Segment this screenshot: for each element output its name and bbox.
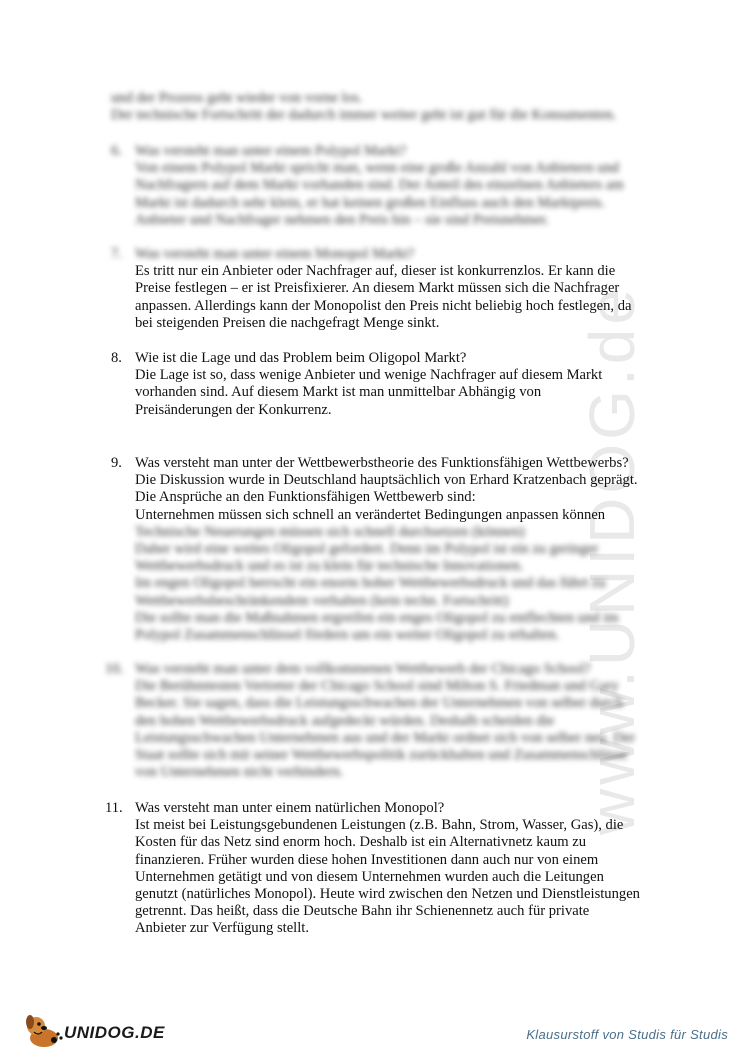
- answer-line: genutzt (natürliches Monopol). Heute wird zwischen den Netzen und Dienstleistungen: [135, 886, 640, 903]
- question-6: [111, 143, 671, 229]
- question-text: Was versteht man unter einem Polypol Markt?: [135, 143, 407, 159]
- answer-line: Die Ansprüche an den Funktionsfähigen Wettbewerb sind:: [135, 489, 476, 506]
- answer-line: Technische Neuerungen müssen sich schnell durchsetzen (können): [135, 523, 525, 540]
- question-text: Was versteht man unter der Wettbewerbstheorie des Funktionsfähigen Wettbewerbs?: [135, 455, 629, 471]
- question-10: [105, 661, 671, 781]
- blurred-top-paragraph: [111, 90, 671, 124]
- footer-tagline: Klausurstoff von Studis für Studis: [526, 1027, 728, 1042]
- answer-line: Preise festlegen – er ist Preisfixierer. An diesem Markt müssen sich die Nachfrager: [135, 280, 620, 297]
- answer-line: Becker. Sie sagen, dass die Leistungsschwachen der Unternehmen von selber durch: [135, 695, 623, 712]
- answer-line: den hohen Wettbewerbsdruck aufgedeckt würden. Deshalb scheiden die: [135, 712, 555, 729]
- question-number: 7.: [111, 246, 122, 262]
- answer-line: Anbieter zur Verfügung stellt.: [135, 920, 309, 937]
- question-number: 6.: [111, 143, 122, 159]
- answer-line: Polypol Zusammenschlüssel fördern um ein weiter Oligopol zu erhalten.: [135, 627, 560, 644]
- answer-line: Staat sollte sich mit seiner Wettbewerbspolitik zurückhalten und Zusammenschlüsse: [135, 747, 628, 764]
- answer-line: Von einem Polypol Markt spricht man, wenn eine große Anzahl von Anbietern und: [135, 160, 620, 177]
- question-number: 8.: [111, 350, 122, 366]
- text-line: und der Prozess geht wieder von vorne los.: [111, 90, 363, 106]
- answer-line: Die Berühmtesten Vertreter der Chicago School sind Milton S. Friedman und Gary: [135, 678, 619, 695]
- answer-line: finanzieren. Früher wurden diese hohen Investitionen dann auch nur von einem: [135, 851, 599, 868]
- logo-text: UNIDOG.DE: [64, 1023, 165, 1042]
- answer-line: Unternehmen müssen sich schnell an verändertet Bedingungen anpassen können: [135, 506, 606, 523]
- answer-line: Wettbewerbsbeschränkendem verhalten (kein techn. Fortschritt): [135, 592, 509, 609]
- question-number: 10.: [105, 661, 124, 677]
- question-7: [111, 246, 671, 332]
- answer-line: Kosten für das Netz sind enorm hoch. Deshalb ist ein Alternativnetz kaum zu: [135, 834, 587, 851]
- blurred-answer: [135, 524, 671, 644]
- answer-line: Preisänderungen der Konkurrenz.: [135, 401, 332, 418]
- answer-line: Anbieter und Nachfrager nehmen den Preis hin – sie sind Preisnehmer.: [135, 211, 549, 228]
- answer-line: Daher wird eine weites Oligopol gefordert. Denn im Polypol ist ein zu geringer: [135, 541, 599, 558]
- answer-line: Die Lage ist so, dass wenige Anbieter und wenige Nachfrager auf diesem Markt: [135, 367, 603, 384]
- answer-line: Die Diskussion wurde in Deutschland hauptsächlich von Erhard Kratzenbach geprägt.: [135, 472, 638, 489]
- answer-line: Ist meist bei Leistungsgebundenen Leistungen (z.B. Bahn, Strom, Wasser, Gas), die: [135, 817, 624, 834]
- question-text: Wie ist die Lage und das Problem beim Oligopol Markt?: [135, 350, 467, 366]
- question-number: 9.: [111, 455, 122, 471]
- dog-icon: [22, 1010, 66, 1050]
- unidog-logo[interactable]: [22, 1010, 165, 1050]
- answer-line: Im engen Oligopol herrscht ein enorm hoher Wettbewerbsdruck und das führt zu: [135, 575, 606, 592]
- question-9: [111, 455, 671, 644]
- watermark-text: www.UNIDOG.de: [576, 285, 648, 835]
- answer-line: Unternehmen getätigt und von diesem Unternehmen wurden auch die Leitungen: [135, 868, 604, 885]
- question-number: 11.: [105, 800, 123, 816]
- answer-line: anpassen. Allerdings kann der Monopolist den Preis nicht beliebig hoch festlegen, da: [135, 297, 632, 314]
- answer-line: von Unternehmen nicht verhindern.: [135, 764, 344, 781]
- answer-line: Wettbewerbsdruck und es ist zu klein für technische Innovationen.: [135, 558, 524, 575]
- answer-line: Es tritt nur ein Anbieter oder Nachfrager auf, dieser ist konkurrenzlos. Er kann die: [135, 263, 616, 280]
- answer-line: Markt ist dadurch sehr klein, er hat keinen großen Einfluss auch den Marktpreis.: [135, 194, 606, 211]
- question-8: [111, 350, 671, 419]
- question-text: Was versteht man unter einem Monopol Markt?: [135, 246, 415, 262]
- answer-line: bei steigenden Preisen die nachgefragt Menge sinkt.: [135, 314, 440, 331]
- question-11: [105, 800, 671, 938]
- text-line: Der technische Fortschritt der dadurch immer weiter geht ist gut für die Konsumenten.: [111, 107, 617, 124]
- answer-line: vorhanden sind. Auf diesem Markt ist man unmittelbar Abhängig von: [135, 384, 542, 401]
- answer-line: Die sollte man die Maßnahmen ergreifen ein enges Oligopol zu entflechten und im: [135, 609, 619, 626]
- question-text: Was versteht man unter dem vollkommenen Wettbewerb der Chicago School?: [135, 661, 591, 677]
- answer-line: getrennt. Das heißt, dass die Deutsche Bahn ihr Schienennetz auch für private: [135, 903, 590, 920]
- question-text: Was versteht man unter einem natürlichen Monopol?: [135, 800, 445, 816]
- answer-line: Leistungsschwachen Unternehmen aus und der Markt ordnet sich von selber neu. Der: [135, 729, 636, 746]
- answer-line: Nachfragern auf dem Markt vorhanden sind. Der Anteil des einzelnen Anbieters am: [135, 177, 624, 194]
